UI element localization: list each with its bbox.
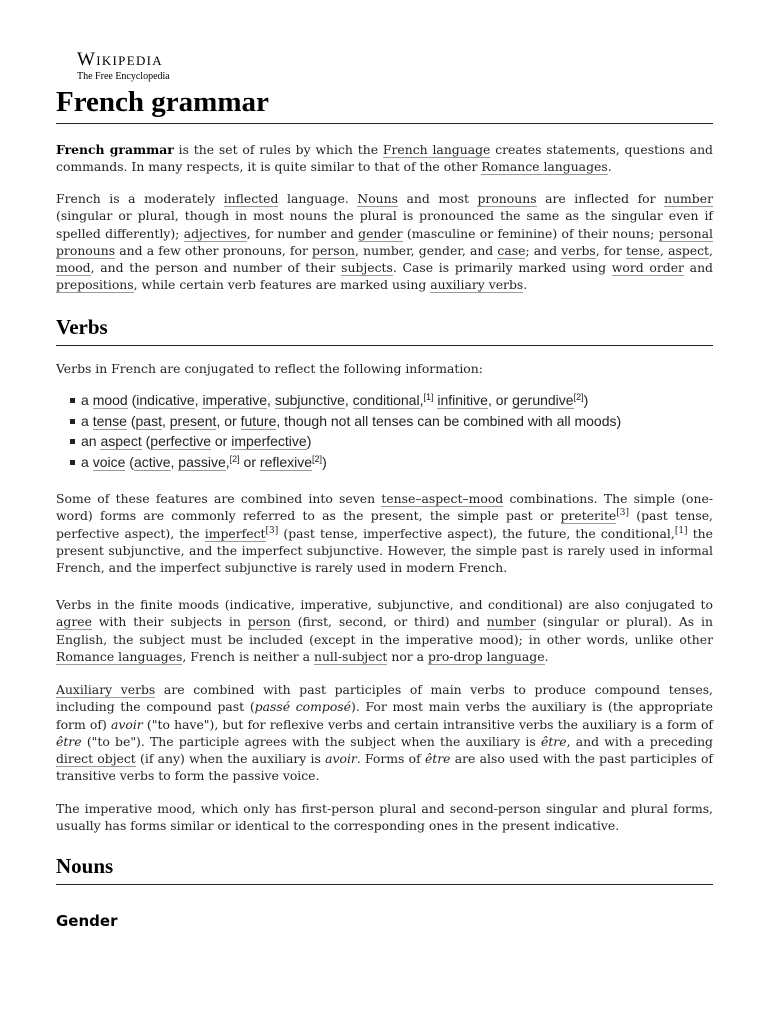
wiki-link[interactable]: subjects: [341, 260, 393, 276]
italic-term: avoir: [325, 751, 357, 767]
wiki-link[interactable]: aspect: [100, 433, 142, 449]
text-run: , for: [595, 242, 627, 258]
wiki-link[interactable]: conditional: [352, 392, 420, 408]
text-run: ): [583, 392, 589, 408]
wiki-link[interactable]: active: [133, 453, 171, 470]
wiki-link[interactable]: reflexive: [259, 453, 313, 470]
text-run: ,: [267, 392, 275, 408]
text-run: (past tense, imperfective aspect), the future, the conditional,: [278, 525, 675, 541]
wiki-link[interactable]: imperative: [202, 392, 268, 408]
wiki-link[interactable]: aspect: [668, 242, 710, 258]
text-run: ): [322, 453, 327, 470]
wiki-link[interactable]: Romance languages: [481, 159, 608, 175]
text-run: and most: [398, 191, 478, 206]
text-run: , or: [216, 412, 241, 429]
text-run: ,: [170, 453, 179, 470]
wiki-link[interactable]: verbs: [561, 242, 596, 258]
wiki-link[interactable]: number: [664, 191, 713, 206]
wiki-link[interactable]: gender: [358, 225, 403, 241]
text-run: The imperative mood, which only has first-person plural and second-person singular and plural forms, usually has forms similar or identical to the corresponding ones in the present indicative.: [56, 801, 713, 834]
text-run: ,: [194, 392, 203, 408]
text-run: , and the person and number of their: [90, 260, 342, 276]
bold-term: French grammar: [56, 142, 174, 157]
wiki-link[interactable]: mood: [92, 392, 128, 408]
text-run: with their subjects in: [91, 614, 248, 630]
wikipedia-logo[interactable]: [77, 50, 170, 82]
verbs-paragraph-agreement: [56, 596, 713, 665]
wiki-link[interactable]: auxiliary verbs: [430, 277, 524, 293]
wiki-link[interactable]: person: [312, 242, 356, 258]
wiki-link[interactable]: future: [240, 412, 277, 429]
logo-tagline: The Free Encyclopedia: [77, 71, 170, 82]
bullet-icon: [70, 460, 75, 465]
text-run: are inflected for: [536, 191, 665, 206]
wiki-link[interactable]: inflected: [223, 191, 279, 206]
wiki-link[interactable]: perfective: [150, 433, 211, 449]
wiki-link[interactable]: imperfective: [231, 433, 307, 449]
wiki-link[interactable]: pro-drop language: [427, 648, 545, 664]
text-run: (singular or plural, though in most nouns the plural is pronounced the same as the singular even if spelled differently);: [56, 208, 713, 241]
wiki-link[interactable]: mood: [56, 260, 91, 276]
text-run: .: [523, 277, 528, 293]
text-run: a: [81, 392, 93, 408]
text-run: and: [683, 260, 713, 276]
wiki-link[interactable]: Auxiliary verbs: [56, 682, 156, 697]
text-run: nor a: [387, 648, 428, 664]
text-run: ("to have"), but for reflexive verbs and certain intransitive verbs the auxiliary is a form of: [142, 716, 713, 732]
list-item: [70, 452, 700, 473]
verb-features-list: [70, 390, 700, 472]
wiki-link[interactable]: adjectives: [183, 225, 247, 241]
text-run: , French is neither a: [182, 648, 314, 664]
wiki-link[interactable]: gerundive: [512, 392, 574, 408]
text-run: ): [306, 433, 312, 449]
text-run: ,: [344, 392, 353, 408]
text-run: (past tense, perfective aspect), the: [56, 508, 713, 541]
list-item: [70, 411, 700, 432]
text-run: or: [239, 453, 260, 470]
text-run: are also used with the past participles of transitive verbs to form the passive voice.: [56, 751, 713, 784]
text-run: (if any) when the auxiliary is: [135, 751, 326, 767]
citation-link[interactable]: [3]: [265, 525, 279, 536]
text-run: and a few other pronouns, for: [115, 242, 313, 258]
wiki-link[interactable]: voice: [92, 453, 126, 470]
italic-term: être: [540, 733, 567, 749]
citation-link[interactable]: [2]: [312, 453, 323, 464]
wiki-link[interactable]: personal pronouns: [56, 225, 713, 258]
wiki-link[interactable]: passive: [178, 453, 226, 470]
wiki-link[interactable]: pronouns: [477, 191, 537, 206]
text-run: an: [81, 433, 101, 449]
verbs-paragraph-tam: [56, 490, 713, 576]
text-run: ,: [419, 392, 424, 408]
logo-wordmark: Wikipedia: [77, 49, 163, 70]
text-run: (: [141, 433, 151, 449]
text-run: (: [125, 453, 134, 470]
wiki-link[interactable]: French language: [382, 142, 491, 157]
wiki-link[interactable]: Nouns: [357, 191, 398, 206]
wiki-link[interactable]: subjunctive: [274, 392, 345, 408]
text-run: creates statements, questions and commands. In many respects, it is quite similar to that of the other: [56, 142, 713, 175]
text-run: are combined with past participles of main verbs to produce compound tenses, including the compound past (: [56, 682, 713, 715]
list-item: [70, 431, 700, 452]
text-run: (masculine or feminine) of their nouns;: [402, 225, 659, 241]
text-run: , number, gender, and: [355, 242, 498, 258]
text-run: (: [127, 392, 137, 408]
wiki-link[interactable]: word order: [611, 260, 684, 276]
section-heading-nouns: Nouns: [56, 852, 713, 885]
text-run: ("to be"). The participle agrees with the subject when the auxiliary is: [81, 733, 541, 749]
text-run: , while certain verb features are marked using: [133, 277, 431, 293]
list-item-text: [81, 392, 588, 408]
text-run: ,: [161, 412, 170, 429]
wiki-link[interactable]: direct object: [56, 751, 136, 767]
verbs-paragraph-imperative: [56, 800, 713, 835]
wiki-link[interactable]: person: [247, 614, 291, 630]
citation-link[interactable]: [2]: [229, 453, 240, 464]
wiki-link[interactable]: tense: [92, 412, 127, 429]
list-item-text: [81, 454, 327, 470]
text-run: Verbs in French are conjugated to reflect the following information:: [56, 361, 483, 376]
text-run: .: [544, 648, 549, 664]
text-run: .: [607, 159, 612, 175]
text-run: Some of these features are combined into seven: [56, 491, 382, 506]
wiki-link[interactable]: present: [169, 412, 217, 429]
wiki-link[interactable]: case: [497, 242, 526, 258]
text-run: language.: [278, 191, 358, 206]
text-run: , and with a preceding: [566, 733, 713, 749]
wiki-link[interactable]: agree: [56, 614, 92, 630]
italic-term: passé composé: [254, 699, 351, 715]
verbs-lead-paragraph: [56, 360, 713, 377]
intro-paragraph-2: [56, 190, 713, 294]
text-run: a: [81, 412, 93, 429]
text-run: ; and: [525, 242, 562, 258]
citation-link[interactable]: [3]: [616, 508, 630, 519]
italic-term: être: [56, 733, 82, 749]
wiki-link[interactable]: Romance languages: [56, 648, 183, 664]
list-item: [70, 390, 700, 411]
citation-link[interactable]: [2]: [573, 392, 584, 402]
text-run: combinations. The simple (one-word) forms are commonly referred to as the present, the simple past or: [56, 491, 714, 524]
verbs-paragraph-auxiliary: [56, 681, 713, 785]
wiki-link[interactable]: tense–aspect–mood: [381, 491, 504, 506]
bullet-icon: [70, 398, 75, 403]
section-heading-verbs: Verbs: [56, 313, 713, 346]
citation-link[interactable]: [1]: [423, 392, 434, 402]
text-run: . Case is primarily marked using: [392, 260, 612, 276]
text-run: ). For most main verbs the auxiliary is (the appropriate form of): [56, 699, 714, 732]
text-run: ,: [709, 242, 713, 258]
text-run: (singular or plural). As in English, the subject must be included (except in the imperative mood); in other words, unlike other: [56, 614, 713, 647]
text-run: , or: [487, 392, 513, 408]
wiki-link[interactable]: null-subject: [313, 648, 388, 664]
wiki-link[interactable]: indicative: [136, 392, 195, 408]
bullet-icon: [70, 439, 75, 444]
wiki-link[interactable]: past: [135, 412, 162, 429]
text-run: . Forms of: [356, 751, 425, 767]
text-run: (: [126, 412, 136, 429]
text-run: ,: [660, 242, 669, 258]
wiki-link[interactable]: imperfect: [204, 525, 266, 541]
wiki-link[interactable]: number: [486, 614, 536, 630]
text-run: a: [81, 453, 93, 470]
subsection-heading-gender: Gender: [56, 912, 118, 930]
text-run: or: [210, 433, 232, 449]
wiki-link[interactable]: prepositions: [56, 277, 134, 293]
italic-term: être: [424, 751, 451, 767]
text-run: is the set of rules by which the: [173, 142, 383, 157]
text-run: French is a moderately: [56, 191, 224, 206]
text-run: (first, second, or third) and: [290, 614, 487, 630]
italic-term: avoir: [111, 716, 143, 732]
wiki-link[interactable]: preterite: [560, 508, 617, 524]
text-run: the present subjunctive, and the imperfect subjunctive. However, the simple past is rarely used in informal French, and the imperfect subjunctive is rarely used in modern French.: [56, 525, 713, 576]
text-run: , though not all tenses can be combined with all moods): [276, 412, 622, 429]
list-item-text: [81, 433, 311, 450]
wiki-link[interactable]: infinitive: [437, 392, 488, 408]
text-run: Verbs in the finite moods (indicative, imperative, subjunctive, and conditional) are also conjugated to: [56, 597, 713, 612]
bullet-icon: [70, 419, 75, 424]
text-run: ,: [225, 453, 230, 470]
page-title: French grammar: [56, 83, 713, 124]
intro-paragraph-1: [56, 141, 713, 176]
wiki-link[interactable]: tense: [626, 242, 660, 258]
list-item-text: [81, 413, 621, 430]
text-run: , for number and: [246, 225, 359, 241]
citation-link[interactable]: [1]: [674, 525, 688, 536]
